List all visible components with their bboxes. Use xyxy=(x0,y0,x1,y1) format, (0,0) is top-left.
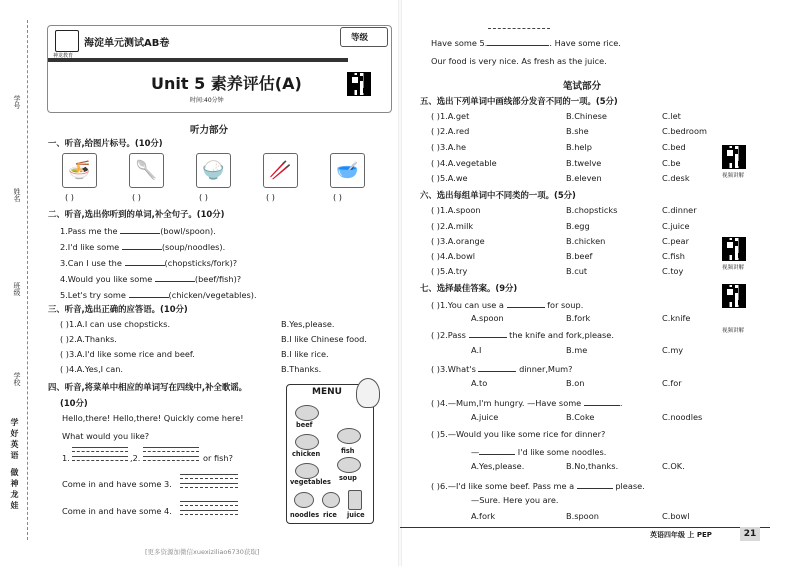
written-title: 笔试部分 xyxy=(563,81,602,92)
q1-stem-post: for soup. xyxy=(547,300,584,310)
four-line-2a xyxy=(143,447,199,448)
four-line-2d xyxy=(143,460,199,461)
q1-blank[interactable] xyxy=(507,298,545,308)
q4-opt-b: B.Coke xyxy=(566,412,595,422)
side-label-name: 姓名 xyxy=(13,188,21,202)
q6-blank[interactable] xyxy=(577,479,613,489)
s3-item-4-b: B.Thanks. xyxy=(281,364,322,374)
q3-stem-post: dinner,Mum? xyxy=(519,364,573,374)
s2-item-5-pre: 5.Let's try some xyxy=(60,290,126,300)
menu-item-soup: soup xyxy=(339,474,357,482)
qr-caption-2: 视频讲解 xyxy=(722,265,745,271)
q6-reply: —Sure. Here you are. xyxy=(471,495,559,505)
side-slogan: 学好英语 做神龙娃 xyxy=(10,418,19,512)
q4-blank[interactable] xyxy=(584,396,620,406)
unit-title: Unit 5 素养评估(A) xyxy=(151,74,302,93)
menu-item-fish: fish xyxy=(341,447,355,455)
s6-row-3-c: C.pear xyxy=(662,236,689,246)
juice-icon xyxy=(348,490,362,510)
page-number: 21 xyxy=(740,527,760,541)
chant-line-1: Hello,there! Hello,there! Quickly come here! xyxy=(62,413,244,423)
s2-item-4-blank[interactable] xyxy=(155,272,195,282)
q2-opt-b: B.me xyxy=(566,345,588,355)
four-line-4b xyxy=(180,505,238,506)
s6-row-3-a: ( )3.A.orange xyxy=(431,236,485,246)
s2-item-4-pre: 4.Would you like some xyxy=(60,274,153,284)
binding-line xyxy=(27,20,28,540)
s5-row-1-a: ( )1.A.get xyxy=(431,111,470,121)
answer-blank-1[interactable]: ( ) xyxy=(65,192,74,202)
s2-item-3-post: (chopsticks/fork)? xyxy=(164,258,238,268)
q6-stem xyxy=(431,479,645,491)
section4-points: (10分) xyxy=(60,398,88,408)
q5-reply-post: I'd like some noodles. xyxy=(517,447,607,457)
s2-item-1-blank[interactable] xyxy=(120,224,160,234)
q6-opt-b: B.spoon xyxy=(566,511,599,521)
s6-row-5-c: C.toy xyxy=(662,266,684,276)
s5-row-5-a: ( )5.A.we xyxy=(431,173,468,183)
section4-heading: 四、听音,将菜单中相应的单词写在四线中,补全歌谣。 xyxy=(48,382,247,392)
q4-stem xyxy=(431,396,622,408)
menu-item-rice: rice xyxy=(323,511,337,519)
q6-opt-a: A.fork xyxy=(471,511,496,521)
s3-item-2: ( )2.A.Thanks. xyxy=(60,334,117,344)
s6-row-2-b: B.egg xyxy=(566,221,590,231)
s3-item-2-b: B.I like Chinese food. xyxy=(281,334,367,344)
spoon-icon: 🥄 xyxy=(129,153,164,188)
s6-row-5-b: B.cut xyxy=(566,266,588,276)
chant-line-6-blank[interactable] xyxy=(487,36,549,46)
menu-item-vegetables: vegetables xyxy=(290,478,331,486)
footer-rule xyxy=(400,527,770,528)
section7-heading: 七、选择最佳答案。(9分) xyxy=(420,283,518,293)
soup-icon xyxy=(337,457,361,473)
noodles-icon xyxy=(294,492,314,508)
chant-line-2: What would you like? xyxy=(62,431,150,441)
q2-stem xyxy=(431,328,614,340)
s6-row-1-b: B.chopsticks xyxy=(566,205,618,215)
rice-bowl-icon: 🍚 xyxy=(196,153,231,188)
q6-opt-c: C.bowl xyxy=(662,511,690,521)
right-page xyxy=(400,0,800,566)
s5-row-4-c: C.be xyxy=(662,158,681,168)
chant-line-6-pre: Have some 5. xyxy=(431,38,488,48)
q4-stem-post: . xyxy=(619,398,623,408)
s2-item-5 xyxy=(60,288,257,300)
series-title: 海淀单元测试AB卷 xyxy=(84,38,170,49)
s2-item-3 xyxy=(60,256,237,268)
s3-item-3: ( )3.A.I'd like some rice and beef. xyxy=(60,349,195,359)
qr-caption-3: 视频讲解 xyxy=(722,328,745,334)
side-label-class: 班级 xyxy=(13,282,21,296)
s5-row-3-b: B.help xyxy=(566,142,592,152)
beef-icon xyxy=(295,405,319,421)
q3-opt-b: B.on xyxy=(566,378,585,388)
s2-item-4-post: (beef/fish)? xyxy=(194,274,242,284)
grade-box[interactable] xyxy=(340,27,388,47)
vegetables-icon xyxy=(295,463,319,479)
section6-heading: 六、选出每组单词中不同类的一项。(5分) xyxy=(420,190,576,200)
s2-item-3-pre: 3.Can I use the xyxy=(60,258,122,268)
s6-row-5-a: ( )5.A.try xyxy=(431,266,468,276)
q3-stem-pre: ( )3.What's xyxy=(431,364,476,374)
s5-row-4-a: ( )4.A.vegetable xyxy=(431,158,497,168)
answer-blank-5[interactable]: ( ) xyxy=(333,192,342,202)
s2-item-2-blank[interactable] xyxy=(122,240,162,250)
q5-blank[interactable] xyxy=(479,445,515,455)
s3-item-1: ( )1.A.I can use chopsticks. xyxy=(60,319,171,329)
s5-row-2-c: C.bedroom xyxy=(662,126,707,136)
menu-item-noodles: noodles xyxy=(290,511,320,519)
four-line-5a xyxy=(488,28,550,29)
q5-opt-a: A.Yes,please. xyxy=(471,461,525,471)
s5-row-5-b: B.eleven xyxy=(566,173,602,183)
s5-row-1-b: B.Chinese xyxy=(566,111,607,121)
listening-title: 听力部分 xyxy=(190,125,229,136)
s5-row-2-a: ( )2.A.red xyxy=(431,126,470,136)
section3-heading: 三、听音,选出正确的应答语。(10分) xyxy=(48,304,188,314)
q1-stem-pre: ( )1.You can use a xyxy=(431,300,504,310)
section1-heading: 一、听音,给图片标号。(10分) xyxy=(48,138,163,148)
four-line-4a xyxy=(180,501,238,502)
s2-item-2-pre: 2.I'd like some xyxy=(60,242,120,252)
s3-item-3-b: B.I like rice. xyxy=(281,349,329,359)
q4-opt-c: C.noodles xyxy=(662,412,703,422)
footer-subject: 英语四年级 上 PEP xyxy=(650,531,712,539)
menu-title: MENU xyxy=(312,387,342,397)
fish-icon xyxy=(337,428,361,444)
menu-item-juice: juice xyxy=(347,511,365,519)
q5-reply xyxy=(471,445,606,457)
four-line-3d xyxy=(180,487,238,488)
s2-item-5-post: (chicken/vegetables). xyxy=(168,290,257,300)
q6-stem-pre: ( )6.—I'd like some beef. Pass me a xyxy=(431,481,575,491)
q5-stem: ( )5.—Would you like some rice for dinner? xyxy=(431,429,606,439)
q5-opt-b: B.No,thanks. xyxy=(566,461,619,471)
s6-row-4-b: B.beef xyxy=(566,251,593,261)
q2-opt-c: C.my xyxy=(662,345,684,355)
menu-item-chicken: chicken xyxy=(292,450,321,458)
s5-row-4-b: B.twelve xyxy=(566,158,602,168)
rice-icon xyxy=(322,492,340,508)
noodle-bowl-icon: 🍜 xyxy=(62,153,97,188)
q2-blank[interactable] xyxy=(469,328,507,338)
q1-opt-c: C.knife xyxy=(662,313,691,323)
q2-stem-pre: ( )2.Pass xyxy=(431,330,466,340)
s5-row-2-b: B.she xyxy=(566,126,589,136)
q1-opt-a: A.spoon xyxy=(471,313,504,323)
answer-blank-2[interactable]: ( ) xyxy=(132,192,141,202)
s6-row-1-a: ( )1.A.spoon xyxy=(431,205,481,215)
q1-stem xyxy=(431,298,583,310)
four-line-3b xyxy=(180,478,238,479)
four-line-2c[interactable] xyxy=(143,456,199,457)
s2-item-4 xyxy=(60,272,241,284)
time-label: 时间:40分钟 xyxy=(190,97,224,104)
q3-stem xyxy=(431,362,573,374)
q3-blank[interactable] xyxy=(478,362,516,372)
s2-item-1 xyxy=(60,224,216,236)
s2-item-5-blank[interactable] xyxy=(129,288,169,298)
s6-row-4-c: C.fish xyxy=(662,251,685,261)
s2-item-1-pre: 1.Pass me the xyxy=(60,226,118,236)
s5-row-3-a: ( )3.A.he xyxy=(431,142,467,152)
s6-row-2-a: ( )2.A.milk xyxy=(431,221,474,231)
section2-heading: 二、听音,选出你听到的单词,补全句子。(10分) xyxy=(48,209,225,219)
chopsticks-icon: 🥢 xyxy=(263,153,298,188)
footer-note: [更多资源加微信xuexiziliao6730获取] xyxy=(145,548,260,556)
answer-blank-4[interactable]: ( ) xyxy=(266,192,275,202)
side-label-student-id: 学号 xyxy=(13,95,21,109)
chant-line-3-num1: 1. xyxy=(62,453,70,463)
four-line-3a xyxy=(180,474,238,475)
chant-line-6 xyxy=(431,36,621,48)
q3-opt-a: A.to xyxy=(471,378,488,388)
empty-bowl-icon: 🥣 xyxy=(330,153,365,188)
q2-opt-a: A.I xyxy=(471,345,482,355)
s3-item-1-b: B.Yes,please. xyxy=(281,319,335,329)
s5-row-1-c: C.let xyxy=(662,111,681,121)
q4-stem-pre: ( )4.—Mum,I'm hungry. —Have some xyxy=(431,398,582,408)
four-line-1c[interactable] xyxy=(72,456,128,457)
s6-row-4-a: ( )4.A.bowl xyxy=(431,251,476,261)
chef-icon xyxy=(356,378,380,408)
q6-stem-post: please. xyxy=(615,481,645,491)
four-line-1b xyxy=(72,451,128,452)
s3-item-4: ( )4.A.Yes,I can. xyxy=(60,364,124,374)
s5-row-3-c: C.bed xyxy=(662,142,686,152)
chant-line-4: Come in and have some 3. xyxy=(62,479,172,489)
publisher-logo-icon xyxy=(55,30,79,52)
grade-label: 等级 xyxy=(351,33,369,43)
four-line-4c[interactable] xyxy=(180,510,238,511)
chant-line-3-tail: or fish? xyxy=(203,453,233,463)
qr-code-icon[interactable] xyxy=(722,145,746,169)
side-label-school: 学校 xyxy=(13,372,21,386)
q5-opt-c: C.OK. xyxy=(662,461,685,471)
section5-heading: 五、选出下列单词中画线部分发音不同的一项。(5分) xyxy=(420,96,618,106)
s6-row-3-b: B.chicken xyxy=(566,236,606,246)
four-line-4d xyxy=(180,514,238,515)
four-line-2b xyxy=(143,451,199,452)
qr-caption-1: 视频讲解 xyxy=(722,173,745,179)
qr-code-icon[interactable] xyxy=(347,72,371,96)
q1-opt-b: B.fork xyxy=(566,313,591,323)
publisher-logo-text: 神龙教育 xyxy=(53,53,74,59)
q4-opt-a: A.juice xyxy=(471,412,499,422)
four-line-1a xyxy=(72,447,128,448)
chant-line-7: Our food is very nice. As fresh as the juice. xyxy=(431,56,607,66)
chant-line-3-num2: ,2. xyxy=(130,453,141,463)
menu-item-beef: beef xyxy=(296,421,313,429)
q5-reply-pre: — xyxy=(471,447,480,457)
s6-row-1-c: C.dinner xyxy=(662,205,697,215)
qr-code-icon[interactable] xyxy=(722,284,746,308)
chant-line-5: Come in and have some 4. xyxy=(62,506,172,516)
s5-row-5-c: C.desk xyxy=(662,173,690,183)
q3-opt-c: C.for xyxy=(662,378,682,388)
s2-item-2-post: (soup/noodles). xyxy=(161,242,226,252)
qr-code-icon[interactable] xyxy=(722,237,746,261)
answer-blank-3[interactable]: ( ) xyxy=(199,192,208,202)
chant-line-6-post: . Have some rice. xyxy=(549,38,621,48)
chicken-icon xyxy=(295,434,319,450)
s2-item-2 xyxy=(60,240,225,252)
s6-row-2-c: C.juice xyxy=(662,221,690,231)
q2-stem-post: the knife and fork,please. xyxy=(509,330,614,340)
four-line-1d xyxy=(72,460,128,461)
s2-item-1-post: (bowl/spoon). xyxy=(160,226,216,236)
s2-item-3-blank[interactable] xyxy=(125,256,165,266)
four-line-3c[interactable] xyxy=(180,483,238,484)
header-rule xyxy=(48,58,348,62)
